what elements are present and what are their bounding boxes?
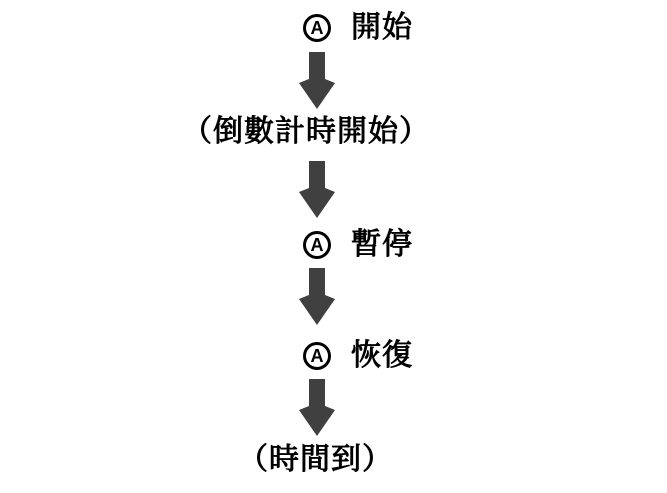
- circled-a-button-icon: [303, 14, 331, 42]
- state-label-countdown-start: （倒數計時開始）: [182, 115, 430, 148]
- button-key-letter: A: [310, 18, 324, 38]
- flow-step-start: [303, 10, 413, 46]
- flow-step-pause: [303, 227, 413, 263]
- circled-a-button-icon: [303, 231, 331, 259]
- down-arrow-icon: [299, 161, 335, 218]
- step-label-start: 開始: [351, 11, 413, 44]
- flow-state-countdown-start: [182, 114, 430, 150]
- down-arrow-icon: [299, 52, 335, 109]
- down-arrow-shape: [299, 52, 335, 109]
- flow-state-time-up: [238, 442, 393, 478]
- step-label-pause: 暫停: [351, 228, 413, 261]
- down-arrow-shape: [299, 161, 335, 218]
- step-label-resume: 恢復: [351, 339, 413, 372]
- state-label-time-up: （時間到）: [238, 443, 393, 476]
- circled-a-button-icon: [303, 342, 331, 370]
- button-key-letter: A: [310, 235, 324, 255]
- button-key-letter: A: [310, 346, 324, 366]
- flow-step-resume: [303, 338, 413, 374]
- down-arrow-icon: [299, 268, 335, 325]
- down-arrow-icon: [299, 379, 335, 436]
- down-arrow-shape: [299, 268, 335, 325]
- down-arrow-shape: [299, 379, 335, 436]
